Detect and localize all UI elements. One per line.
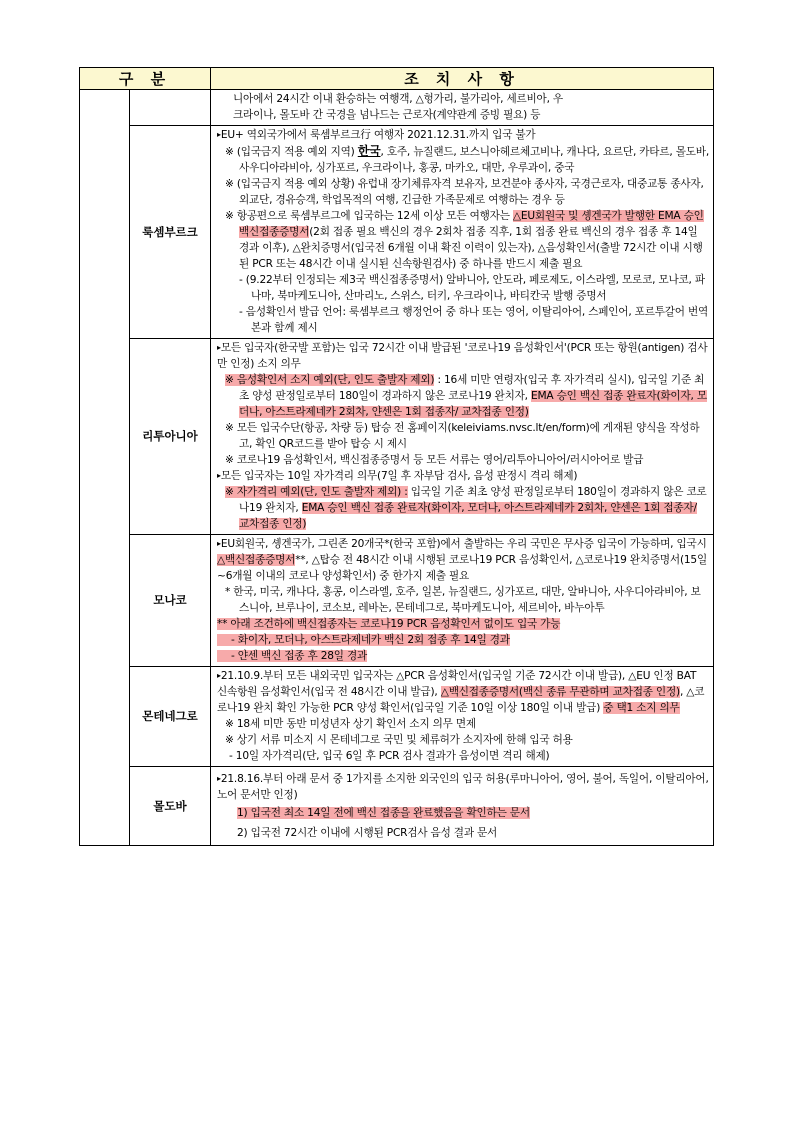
mda-bullet-1 (217, 771, 709, 803)
continuation-line-2: 크라이나, 몰도바 간 국경을 넘나드는 근로자(계약관계 증빙 필요) 등 (233, 109, 541, 121)
entry-measures-table (79, 67, 714, 846)
mon-bullet-1 (217, 536, 709, 584)
content-monaco (211, 535, 714, 667)
lit-bullet-2 (217, 468, 709, 484)
bullet-icon: ▸ (217, 671, 221, 680)
mne-bullet-1-highlight: △백신접종증명서(백신 종류 무관하며 교차접종 인정) (440, 686, 680, 698)
content-montenegro (211, 667, 714, 767)
content-luxembourg (211, 126, 714, 339)
continuation-country-cell (130, 90, 211, 126)
mon-star-2 (217, 616, 709, 632)
mne-bullet-1-a: 21.10.9.부터 모든 내외국민 입국자는 △PCR 음성확인서(입국일 기준 72시간 이내 발급), △EU 인정 BAT 신속항원 음성확인서(입국 전 48시간 이내 발급), (217, 670, 697, 698)
bullet-icon: ▸ (217, 471, 221, 480)
country-montenegro: 몬테네그로 (130, 667, 211, 767)
mda-line-2: 2) 입국전 72시간 이내에 시행된 PCR검사 음성 결과 문서 (237, 827, 498, 839)
content-lithuania (211, 339, 714, 535)
row-moldova (80, 767, 714, 846)
mon-dash-2-text: - 얀센 백신 접종 후 28일 경과 (217, 650, 367, 662)
lux-note-3-c: (2회 접종 필요 백신의 경우 2회차 접종 직후, 1회 접종 완료 백신의 경우 접종 후 14일 경과 이후), △완치증명서(입국전 6개월 이내 확진 이력이 있는자), △음성확인서(출발 72시간 이내 시행된 PCR 또는 48시간 이내 실시된 신속항원검사) 중 하나를 반드시 제출 필요 (239, 226, 703, 270)
country-monaco: 모나코 (130, 535, 211, 667)
lit-note-4 (217, 484, 709, 532)
header-category: 구 분 (80, 68, 211, 90)
bullet-icon: ▸ (217, 130, 221, 139)
mon-dash-1-text: - 화이자, 모더나, 아스트라제네카 백신 2회 접종 후 14일 경과 (217, 634, 510, 646)
country-lithuania: 리투아니아 (130, 339, 211, 535)
lit-bullet-1-text: 모든 입국자(한국발 포함)는 입국 72시간 이내 발급된 '코로나19 음성확인서'(PCR 또는 항원(antigen) 검사만 인정) 소지 의무 (217, 342, 708, 370)
mon-star-2-text: ** 아래 조건하에 백신접종자는 코로나19 PCR 음성확인서 없이도 입국 가능 (217, 618, 561, 630)
continuation-content (211, 90, 714, 126)
mda-bullet-1-text: 21.8.16.부터 아래 문서 중 1가지를 소지한 외국인의 입국 허용(루마니아어, 영어, 불어, 독일어, 이탈리아어, 노어 문서만 인정) (217, 773, 709, 801)
lit-bullet-1 (217, 340, 709, 372)
lux-bullet-1 (217, 127, 709, 143)
continuation-line-1: 니아에서 24시간 이내 환승하는 여행객, △헝가리, 불가리아, 세르비아, 우 (233, 93, 563, 105)
bullet-icon: ▸ (217, 343, 221, 352)
bullet-icon: ▸ (217, 539, 221, 548)
row-monaco (80, 535, 714, 667)
lux-dash-2: - 음성확인서 발급 언어: 룩셈부르크 행정언어 중 하나 또는 영어, 이탈리아어, 스페인어, 포르투갈어 번역본과 함께 제시 (239, 306, 709, 334)
lux-note-3-highlight: △EU회원국 및 솅겐국가 발행한 EMA 승인 백신접종증명서 (239, 210, 704, 238)
mda-line-1-text: 1) 입국전 최소 14일 전에 백신 접종을 완료했음을 확인하는 문서 (237, 807, 530, 819)
mne-bullet-1-highlight-d: 중 택1 소지 의무 (603, 702, 680, 714)
content-moldova (211, 767, 714, 846)
lux-note-3 (217, 208, 709, 272)
mon-star-1: * 한국, 미국, 캐나다, 홍콩, 이스라엘, 호주, 일본, 뉴질랜드, 싱가포르, 대만, 알바니아, 사우디아라비아, 보스니아, 브루나이, 코소보, 레바논, 몬테네그로, 북마케도니아, 세르비아, 바누아투 (225, 586, 701, 614)
mda-line-1 (217, 805, 709, 821)
bullet-icon: ▸ (217, 774, 221, 783)
table-header-row (80, 68, 714, 90)
lux-dash-1: - (9.22부터 인정되는 제3국 백신접종증명서) 알바니아, 안도라, 페로제도, 이스라엘, 모로코, 모나코, 파나마, 북마케도니아, 산마리노, 스위스, 터키, 우크라이나, 바티칸국 발행 증명서 (239, 274, 705, 302)
row-montenegro (80, 667, 714, 767)
country-luxembourg: 룩셈부르크 (130, 126, 211, 339)
mne-note-2: ※ 상기 서류 미소지 시 몬테네그로 국민 및 체류허가 소지자에 한해 입국 허용 (225, 734, 573, 746)
lux-bullet-1-text: EU+ 역외국가에서 룩셈부르크行 여행자 2021.12.31.까지 입국 불가 (220, 129, 536, 141)
lit-note-3: ※ 코로나19 음성확인서, 백신접종증명서 등 모든 서류는 영어/리투아니아어/러시아어로 발급 (225, 454, 644, 466)
lit-note-1-highlight-c: EMA 승인 백신 접종 완료자(화이자, 모더나, 아스트라제네카 2회차, 얀센은 1회 접종자/ 교차접종 인정) (239, 390, 707, 418)
lux-note-1-a: ※ (입국금지 적용 예외 지역) (225, 146, 358, 158)
lit-note-2: ※ 모든 입국수단(항공, 차량 등) 탑승 전 홈페이지(keleiviams.nvsc.lt/en/form)에 게재된 양식을 작성하고, 확인 QR코드를 받아 탑승 시 제시 (225, 422, 700, 450)
lit-note-4-highlight-a: ※ 자가격리 예외(단, 인도 출발자 제외) : (225, 486, 408, 498)
lit-note-1-highlight-a: ※ 음성확인서 소지 예외(단, 인도 출발자 제외) (225, 374, 435, 386)
mon-dash-1 (217, 632, 709, 648)
lux-note-2: ※ (입국금지 적용 예외 상황) 유럽내 장기체류자격 보유자, 보건분야 종사자, 국경근로자, 대중교통 종사자, 외교단, 경유승객, 학업목적의 여행, 긴급한 가족문제로 여행하는 경우 등 (225, 178, 704, 206)
row-lithuania (80, 339, 714, 535)
lit-note-4-highlight-c: EMA 승인 백신 접종 완료자(화이자, 모더나, 아스트라제네카 2회차, 얀센은 1회 접종자/ 교차접종 인정) (239, 502, 697, 530)
continuation-row (80, 90, 714, 126)
country-moldova: 몰도바 (130, 767, 211, 846)
lit-note-1-b: : 16세 미만 연령자(입국 후 자가격리 실시), 입국일 기준 최초 양성 판정일로부터 180일이 경과하지 않은 코로나19 완치자, (239, 374, 705, 402)
mne-bullet-1-c: , △코로나19 완치 확인 가능한 PCR 양성 확인서(입국일 기준 10일 이상 180일 이내 발급) (217, 686, 705, 714)
mne-note-1: ※ 18세 미만 동반 미성년자 상기 확인서 소지 의무 면제 (225, 718, 476, 730)
lit-note-4-b: 입국일 기준 최초 양성 판정일로부터 180일이 경과하지 않은 코로나19 완치자, (239, 486, 707, 514)
row-luxembourg (80, 126, 714, 339)
lux-note-1-c: , 호주, 뉴질랜드, 보스니아헤르체고비나, 캐나다, 요르단, 카타르, 몰도바, 사우디아라비아, 싱가포르, 우크라이나, 홍콩, 마카오, 대만, 우루과이, 중국 (239, 146, 709, 174)
region-cell (80, 90, 130, 846)
lit-bullet-2-text: 모든 입국자는 10일 자가격리 의무(7일 후 자부담 검사, 음성 판정시 격리 해제) (220, 470, 578, 482)
mne-dash-1: - 10일 자가격리(단, 입국 6일 후 PCR 검사 결과가 음성이면 격리 해제) (229, 750, 550, 762)
lux-note-3-a: ※ 항공편으로 룩셈부르그에 입국하는 12세 이상 모든 여행자는 (225, 210, 513, 222)
lux-note-1 (217, 143, 709, 176)
lux-note-1-korea: 한국 (357, 144, 381, 158)
mon-bullet-1-a: EU회원국, 솅겐국가, 그린존 20개국*(한국 포함)에서 출발하는 우리 국민은 무사증 입국이 가능하며, 입국시 (220, 538, 707, 550)
mon-bullet-1-highlight: △백신접종증명서 (217, 554, 296, 566)
mne-bullet-1 (217, 668, 709, 716)
mon-dash-2 (217, 648, 709, 664)
mon-bullet-1-c: **, △탑승 전 48시간 이내 시행된 코로나19 PCR 음성확인서, △코로나19 완치증명서(15일~6개월 이내의 코로나 양성확인서) 중 한가지 제출 필요 (217, 554, 708, 582)
header-measures: 조 치 사 항 (211, 68, 714, 90)
lit-note-1 (217, 372, 709, 420)
